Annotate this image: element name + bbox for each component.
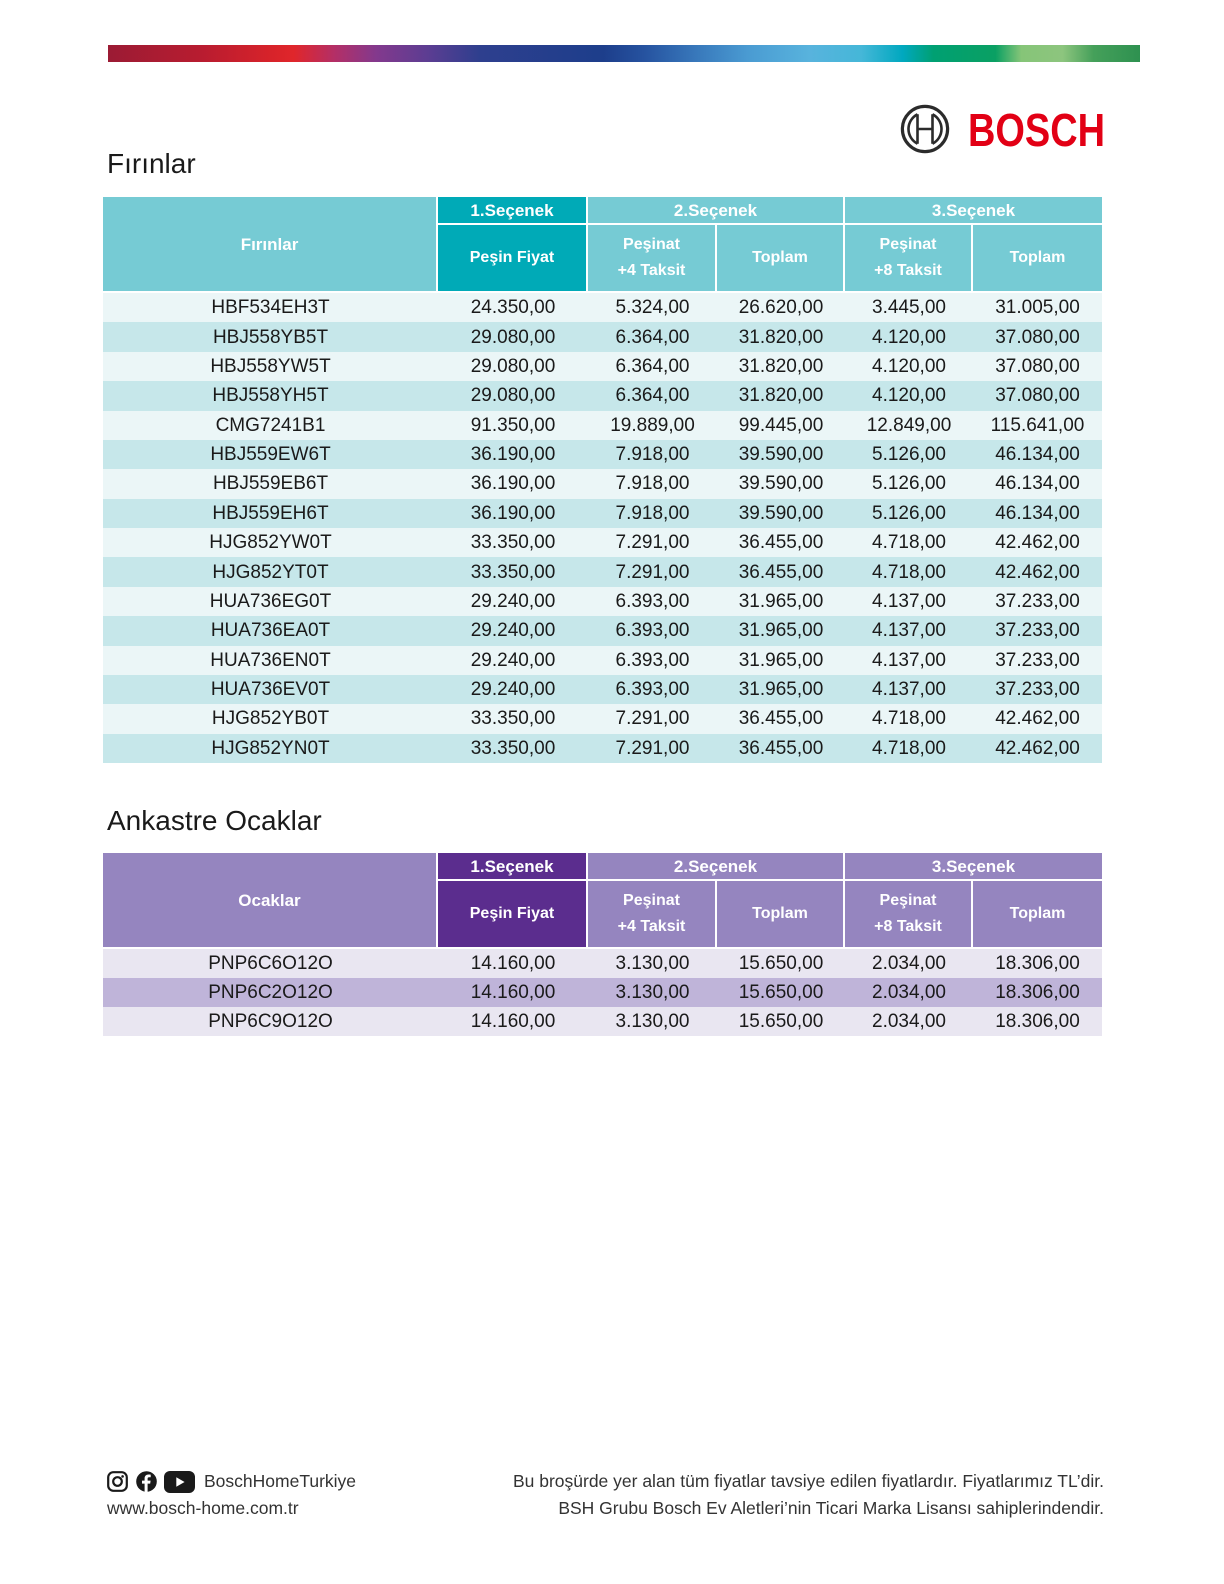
total-4-cell: 26.620,00 bbox=[717, 293, 845, 322]
table-row bbox=[103, 675, 1102, 704]
total-4-cell: 31.965,00 bbox=[717, 616, 845, 645]
cash-price-cell: 29.240,00 bbox=[438, 646, 588, 675]
option-1-header: 1.Seçenek bbox=[438, 853, 588, 881]
down-payment-8-cell: 5.126,00 bbox=[845, 469, 973, 498]
total-4-cell: 15.650,00 bbox=[717, 949, 845, 978]
down-payment-8-cell: 5.126,00 bbox=[845, 440, 973, 469]
total-8-cell: 46.134,00 bbox=[973, 499, 1102, 528]
total-8-cell: 37.080,00 bbox=[973, 352, 1102, 381]
cash-price-header: Peşin Fiyat bbox=[438, 225, 588, 293]
disclaimer bbox=[513, 1468, 1104, 1522]
table-row bbox=[103, 587, 1102, 616]
table-header bbox=[103, 853, 1102, 949]
total-4-cell: 99.445,00 bbox=[717, 411, 845, 440]
hobs-price-rows bbox=[103, 949, 1102, 1036]
social-row bbox=[107, 1468, 356, 1495]
ovens-section-title: Fırınlar bbox=[107, 148, 196, 179]
down-payment-4-cell: 6.393,00 bbox=[588, 587, 717, 616]
down-payment-8-cell: 4.137,00 bbox=[845, 646, 973, 675]
table-row bbox=[103, 734, 1102, 763]
table-row bbox=[103, 440, 1102, 469]
cash-price-cell: 33.350,00 bbox=[438, 528, 588, 557]
total-4-cell: 39.590,00 bbox=[717, 440, 845, 469]
down-payment-8-cell: 4.718,00 bbox=[845, 557, 973, 586]
down-payment-4-cell: 6.393,00 bbox=[588, 675, 717, 704]
model-column-header: Fırınlar bbox=[103, 197, 438, 293]
down-payment-8-cell: 2.034,00 bbox=[845, 978, 973, 1007]
down-payment-8-cell: 12.849,00 bbox=[845, 411, 973, 440]
total-4-cell: 31.820,00 bbox=[717, 352, 845, 381]
cash-price-cell: 29.240,00 bbox=[438, 616, 588, 645]
model-cell: HUA736EA0T bbox=[103, 616, 438, 645]
table-row bbox=[103, 949, 1102, 978]
hobs-price-table bbox=[103, 853, 1102, 1036]
table-row bbox=[103, 411, 1102, 440]
ovens-price-rows bbox=[103, 293, 1102, 763]
total-8-installments-header: Toplam bbox=[973, 225, 1102, 293]
table-row bbox=[103, 646, 1102, 675]
model-cell: HBJ559EH6T bbox=[103, 499, 438, 528]
option-3-header: 3.Seçenek bbox=[845, 853, 1102, 881]
installments-label: +8 Taksit bbox=[874, 918, 942, 935]
total-8-cell: 31.005,00 bbox=[973, 293, 1102, 322]
cash-price-cell: 29.080,00 bbox=[438, 381, 588, 410]
cash-price-cell: 36.190,00 bbox=[438, 440, 588, 469]
down-payment-4-installments-header bbox=[588, 881, 717, 949]
cash-price-cell: 33.350,00 bbox=[438, 734, 588, 763]
total-8-cell: 42.462,00 bbox=[973, 528, 1102, 557]
down-payment-4-cell: 7.291,00 bbox=[588, 528, 717, 557]
table-row bbox=[103, 704, 1102, 733]
total-8-cell: 37.233,00 bbox=[973, 675, 1102, 704]
total-8-cell: 46.134,00 bbox=[973, 469, 1102, 498]
down-payment-4-installments-header bbox=[588, 225, 717, 293]
youtube-icon[interactable] bbox=[164, 1471, 195, 1493]
brand-name: BOSCH bbox=[968, 104, 1105, 156]
option-3-header: 3.Seçenek bbox=[845, 197, 1102, 225]
social-handle[interactable]: BoschHomeTurkiye bbox=[204, 1471, 357, 1491]
model-cell: HUA736EN0T bbox=[103, 646, 438, 675]
model-cell: HBF534EH3T bbox=[103, 293, 438, 322]
model-cell: HBJ559EW6T bbox=[103, 440, 438, 469]
total-8-cell: 46.134,00 bbox=[973, 440, 1102, 469]
down-payment-4-cell: 3.130,00 bbox=[588, 949, 717, 978]
disclaimer-line: Bu broşürde yer alan tüm fiyatlar tavsiye edilen fiyatlardır. Fiyatlarımız TL’dir. bbox=[512, 1471, 1104, 1491]
model-column-header: Ocaklar bbox=[103, 853, 438, 949]
option-group-row bbox=[103, 197, 1102, 225]
total-4-cell: 31.820,00 bbox=[717, 322, 845, 351]
model-cell: HBJ558YB5T bbox=[103, 322, 438, 351]
down-payment-4-cell: 6.393,00 bbox=[588, 646, 717, 675]
total-4-cell: 39.590,00 bbox=[717, 499, 845, 528]
total-4-installments-header: Toplam bbox=[717, 881, 845, 949]
down-payment-4-cell: 6.364,00 bbox=[588, 322, 717, 351]
down-payment-4-cell: 6.393,00 bbox=[588, 616, 717, 645]
bosch-wordmark bbox=[966, 104, 1108, 156]
total-4-cell: 36.455,00 bbox=[717, 704, 845, 733]
model-cell: PNP6C2O12O bbox=[103, 978, 438, 1007]
down-payment-label: Peşinat bbox=[879, 236, 937, 253]
down-payment-8-cell: 4.718,00 bbox=[845, 734, 973, 763]
table-row bbox=[103, 499, 1102, 528]
table-row bbox=[103, 469, 1102, 498]
disclaimer-line: BSH Grubu Bosch Ev Aletleri’nin Ticari Marka Lisansı sahiplerindendir. bbox=[558, 1498, 1104, 1518]
model-cell: HBJ559EB6T bbox=[103, 469, 438, 498]
table-row bbox=[103, 322, 1102, 351]
installments-label: +8 Taksit bbox=[874, 262, 942, 279]
total-8-cell: 37.233,00 bbox=[973, 587, 1102, 616]
table-row bbox=[103, 293, 1102, 322]
table-row bbox=[103, 352, 1102, 381]
total-4-cell: 15.650,00 bbox=[717, 978, 845, 1007]
total-8-cell: 37.233,00 bbox=[973, 646, 1102, 675]
total-4-cell: 15.650,00 bbox=[717, 1007, 845, 1036]
total-4-cell: 39.590,00 bbox=[717, 469, 845, 498]
down-payment-4-cell: 7.291,00 bbox=[588, 704, 717, 733]
down-payment-8-cell: 4.718,00 bbox=[845, 528, 973, 557]
down-payment-8-cell: 5.126,00 bbox=[845, 499, 973, 528]
down-payment-4-cell: 3.130,00 bbox=[588, 978, 717, 1007]
total-4-cell: 31.965,00 bbox=[717, 646, 845, 675]
cash-price-cell: 33.350,00 bbox=[438, 557, 588, 586]
model-cell: HBJ558YH5T bbox=[103, 381, 438, 410]
down-payment-8-cell: 4.120,00 bbox=[845, 352, 973, 381]
down-payment-8-cell: 2.034,00 bbox=[845, 949, 973, 978]
cash-price-header: Peşin Fiyat bbox=[438, 881, 588, 949]
total-8-cell: 37.233,00 bbox=[973, 616, 1102, 645]
model-cell: HBJ558YW5T bbox=[103, 352, 438, 381]
total-8-cell: 37.080,00 bbox=[973, 381, 1102, 410]
total-8-cell: 42.462,00 bbox=[973, 734, 1102, 763]
total-4-cell: 31.965,00 bbox=[717, 587, 845, 616]
down-payment-4-cell: 7.918,00 bbox=[588, 499, 717, 528]
option-2-header: 2.Seçenek bbox=[588, 197, 845, 225]
total-8-cell: 18.306,00 bbox=[973, 949, 1102, 978]
down-payment-8-cell: 4.137,00 bbox=[845, 587, 973, 616]
down-payment-4-cell: 7.291,00 bbox=[588, 734, 717, 763]
model-cell: HJG852YN0T bbox=[103, 734, 438, 763]
cash-price-cell: 14.160,00 bbox=[438, 949, 588, 978]
down-payment-8-installments-header bbox=[845, 225, 973, 293]
down-payment-4-cell: 3.130,00 bbox=[588, 1007, 717, 1036]
down-payment-label: Peşinat bbox=[623, 236, 680, 253]
table-row bbox=[103, 978, 1102, 1007]
down-payment-8-cell: 4.137,00 bbox=[845, 675, 973, 704]
option-1-header: 1.Seçenek bbox=[438, 197, 588, 225]
model-cell: CMG7241B1 bbox=[103, 411, 438, 440]
down-payment-4-cell: 7.291,00 bbox=[588, 557, 717, 586]
model-cell: HJG852YW0T bbox=[103, 528, 438, 557]
down-payment-8-cell: 4.120,00 bbox=[845, 322, 973, 351]
total-4-cell: 31.820,00 bbox=[717, 381, 845, 410]
cash-price-cell: 29.240,00 bbox=[438, 587, 588, 616]
total-4-cell: 36.455,00 bbox=[717, 734, 845, 763]
table-row bbox=[103, 616, 1102, 645]
total-8-cell: 42.462,00 bbox=[973, 704, 1102, 733]
cash-price-cell: 24.350,00 bbox=[438, 293, 588, 322]
table-row bbox=[103, 557, 1102, 586]
cash-price-cell: 29.240,00 bbox=[438, 675, 588, 704]
down-payment-4-cell: 6.364,00 bbox=[588, 381, 717, 410]
cash-price-cell: 14.160,00 bbox=[438, 1007, 588, 1036]
total-4-installments-header: Toplam bbox=[717, 225, 845, 293]
down-payment-8-cell: 4.120,00 bbox=[845, 381, 973, 410]
option-group-row bbox=[103, 853, 1102, 881]
ovens-price-table bbox=[103, 197, 1102, 763]
cash-price-cell: 36.190,00 bbox=[438, 469, 588, 498]
table-row bbox=[103, 381, 1102, 410]
model-cell: PNP6C6O12O bbox=[103, 949, 438, 978]
down-payment-label: Peşinat bbox=[623, 892, 680, 909]
table-row bbox=[103, 528, 1102, 557]
facebook-icon[interactable] bbox=[136, 1471, 157, 1492]
down-payment-8-cell: 3.445,00 bbox=[845, 293, 973, 322]
down-payment-8-cell: 4.137,00 bbox=[845, 616, 973, 645]
down-payment-4-cell: 6.364,00 bbox=[588, 352, 717, 381]
down-payment-4-cell: 7.918,00 bbox=[588, 469, 717, 498]
down-payment-4-cell: 19.889,00 bbox=[588, 411, 717, 440]
down-payment-4-cell: 7.918,00 bbox=[588, 440, 717, 469]
table-header bbox=[103, 197, 1102, 293]
total-8-cell: 42.462,00 bbox=[973, 557, 1102, 586]
instagram-icon[interactable] bbox=[107, 1471, 128, 1492]
cash-price-cell: 14.160,00 bbox=[438, 978, 588, 1007]
total-8-cell: 18.306,00 bbox=[973, 978, 1102, 1007]
total-4-cell: 31.965,00 bbox=[717, 675, 845, 704]
cash-price-cell: 29.080,00 bbox=[438, 352, 588, 381]
hobs-section-title: Ankastre Ocaklar bbox=[107, 805, 322, 836]
total-8-cell: 115.641,00 bbox=[973, 411, 1102, 440]
down-payment-8-cell: 2.034,00 bbox=[845, 1007, 973, 1036]
website-link[interactable]: www.bosch-home.com.tr bbox=[107, 1498, 299, 1518]
model-cell: HJG852YT0T bbox=[103, 557, 438, 586]
down-payment-label: Peşinat bbox=[879, 892, 937, 909]
model-cell: HUA736EG0T bbox=[103, 587, 438, 616]
down-payment-8-installments-header bbox=[845, 881, 973, 949]
brand-color-bar bbox=[108, 45, 1140, 62]
bosch-armature-logo-icon bbox=[900, 104, 950, 154]
installments-label: +4 Taksit bbox=[617, 262, 686, 279]
table-row bbox=[103, 1007, 1102, 1036]
cash-price-cell: 91.350,00 bbox=[438, 411, 588, 440]
model-cell: HUA736EV0T bbox=[103, 675, 438, 704]
total-8-cell: 18.306,00 bbox=[973, 1007, 1102, 1036]
option-2-header: 2.Seçenek bbox=[588, 853, 845, 881]
down-payment-8-cell: 4.718,00 bbox=[845, 704, 973, 733]
total-8-cell: 37.080,00 bbox=[973, 322, 1102, 351]
down-payment-4-cell: 5.324,00 bbox=[588, 293, 717, 322]
model-cell: HJG852YB0T bbox=[103, 704, 438, 733]
total-4-cell: 36.455,00 bbox=[717, 557, 845, 586]
installments-label: +4 Taksit bbox=[617, 918, 686, 935]
model-cell: PNP6C9O12O bbox=[103, 1007, 438, 1036]
cash-price-cell: 36.190,00 bbox=[438, 499, 588, 528]
cash-price-cell: 33.350,00 bbox=[438, 704, 588, 733]
cash-price-cell: 29.080,00 bbox=[438, 322, 588, 351]
total-4-cell: 36.455,00 bbox=[717, 528, 845, 557]
total-8-installments-header: Toplam bbox=[973, 881, 1102, 949]
